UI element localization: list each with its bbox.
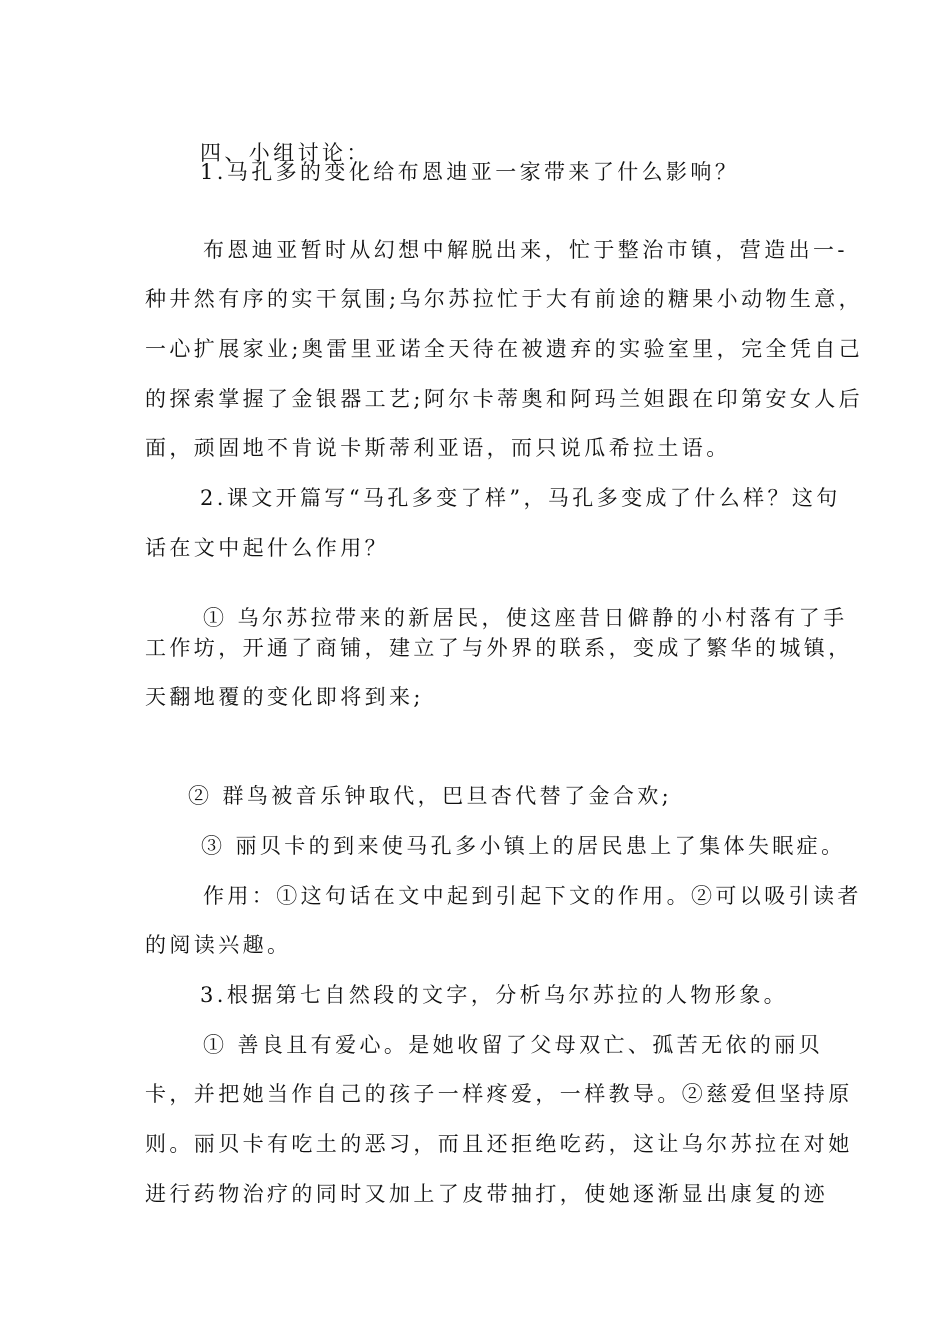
question-2-line: 话在文中起什么作用？ — [145, 536, 389, 560]
q1-answer-line: 种井然有序的实干氛围;乌尔苏拉忙于大有前途的糖果小动物生意， — [145, 287, 864, 311]
q2-point-3: ③ 丽贝卡的到来使马孔多小镇上的居民患上了集体失眠症。 — [201, 834, 846, 858]
section-heading: 四、小组讨论： — [200, 141, 371, 165]
q2-answer-line: 天翻地覆的变化即将到来; — [145, 685, 424, 709]
question-2: 2.课文开篇写“马孔多变了样”，马孔多变成了什么样？这句 — [200, 486, 841, 510]
q1-answer-line: 的探索掌握了金银器工艺;阿尔卡蒂奥和阿玛兰妲跟在印第安女人后 — [145, 387, 864, 411]
q2-point-2: ② 群鸟被音乐钟取代，巴旦杏代替了金合欢; — [188, 784, 673, 808]
q2-answer-line: ① 乌尔苏拉带来的新居民，使这座昔日僻静的小村落有了手 — [203, 606, 848, 630]
q1-answer-line: 面，顽固地不肯说卡斯蒂利亚语，而只说瓜希拉土语。 — [145, 436, 731, 460]
q3-answer-line: ① 善良且有爱心。是她收留了父母双亡、孤苦无依的丽贝 — [203, 1033, 824, 1057]
question-1: 1.马孔多的变化给布恩迪亚一家带来了什么影响？ — [200, 160, 740, 184]
q3-answer-line: 则。丽贝卡有吃土的恶习，而且还拒绝吃药，这让乌尔苏拉在对她 — [145, 1132, 853, 1156]
q1-answer-line: 一心扩展家业;奥雷里亚诺全天待在被遗弃的实验室里，完全凭自己 — [145, 337, 864, 361]
q3-answer-line: 卡，并把她当作自己的孩子一样疼爱，一样教导。②慈爱但坚持原 — [145, 1082, 853, 1106]
q3-answer-line: 进行药物治疗的同时又加上了皮带抽打，使她逐渐显出康复的迹 — [145, 1182, 829, 1206]
q2-answer-line: 工作坊，开通了商铺，建立了与外界的联系，变成了繁华的城镇， — [145, 636, 853, 660]
q1-answer-line: 布恩迪亚暂时从幻想中解脱出来，忙于整治市镇，营造出一- — [203, 238, 848, 262]
q2-function-line: 的阅读兴趣。 — [145, 933, 292, 957]
q2-function: 作用：①这句话在文中起到引起下文的作用。②可以吸引读者 — [203, 884, 862, 908]
question-3: 3.根据第七自然段的文字，分析乌尔苏拉的人物形象。 — [200, 983, 789, 1007]
